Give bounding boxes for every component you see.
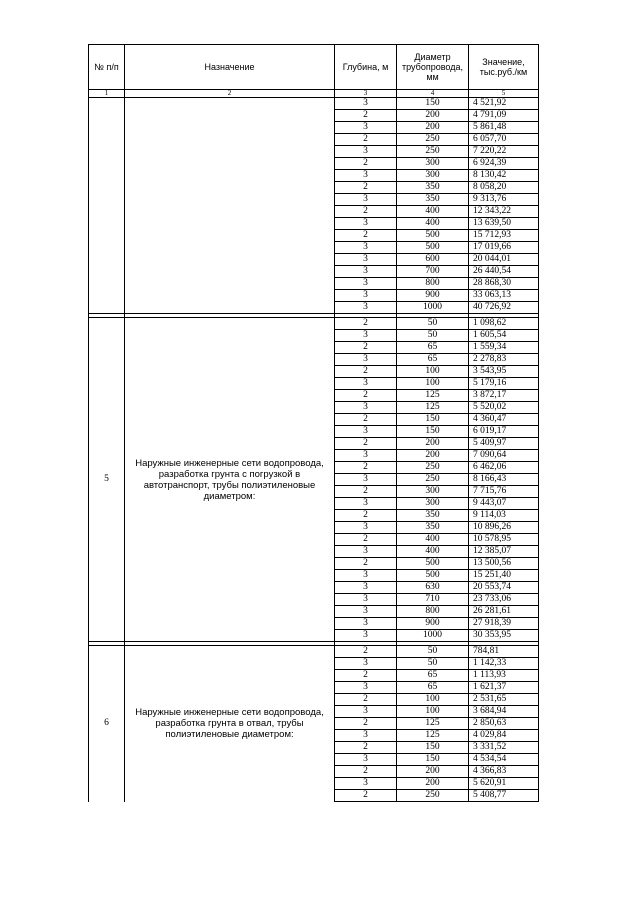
diameter-cell: 1000	[397, 630, 469, 642]
depth-cell: 2	[335, 486, 397, 498]
diameter-cell: 150	[397, 98, 469, 110]
diameter-cell: 150	[397, 414, 469, 426]
depth-cell: 3	[335, 302, 397, 314]
diameter-cell: 300	[397, 498, 469, 510]
value-cell: 2 278,83	[469, 354, 539, 366]
diameter-cell: 100	[397, 378, 469, 390]
diameter-cell: 400	[397, 534, 469, 546]
depth-cell: 3	[335, 98, 397, 110]
depth-cell: 3	[335, 474, 397, 486]
depth-cell: 2	[335, 390, 397, 402]
value-cell: 6 019,17	[469, 426, 539, 438]
value-cell: 1 559,34	[469, 342, 539, 354]
value-cell: 23 733,06	[469, 594, 539, 606]
depth-cell: 2	[335, 742, 397, 754]
diameter-cell: 100	[397, 366, 469, 378]
diameter-cell: 65	[397, 354, 469, 366]
diameter-cell: 50	[397, 318, 469, 330]
diameter-cell: 500	[397, 230, 469, 242]
diameter-cell: 400	[397, 546, 469, 558]
value-cell: 13 639,50	[469, 218, 539, 230]
header-value: Значение, тыс.руб./км	[469, 45, 539, 90]
value-cell: 20 044,01	[469, 254, 539, 266]
section-name: Наружные инженерные сети водопровода, разработка грунта в отвал, трубы полиэтиленовые диаметром:	[125, 646, 335, 802]
value-cell: 12 343,22	[469, 206, 539, 218]
value-cell: 26 281,61	[469, 606, 539, 618]
diameter-cell: 800	[397, 606, 469, 618]
depth-cell: 3	[335, 582, 397, 594]
depth-cell: 2	[335, 342, 397, 354]
table-row	[89, 98, 539, 110]
value-cell: 17 019,66	[469, 242, 539, 254]
value-cell: 2 850,63	[469, 718, 539, 730]
depth-cell: 2	[335, 646, 397, 658]
diameter-cell: 300	[397, 158, 469, 170]
value-cell: 12 385,07	[469, 546, 539, 558]
depth-cell: 3	[335, 278, 397, 290]
depth-cell: 3	[335, 570, 397, 582]
diameter-cell: 125	[397, 730, 469, 742]
value-cell: 40 726,92	[469, 302, 539, 314]
value-cell: 2 531,65	[469, 694, 539, 706]
depth-cell: 2	[335, 718, 397, 730]
diameter-cell: 250	[397, 146, 469, 158]
section-number	[89, 98, 125, 314]
diameter-cell: 50	[397, 330, 469, 342]
section-number: 5	[89, 318, 125, 642]
depth-cell: 3	[335, 290, 397, 302]
depth-cell: 3	[335, 658, 397, 670]
depth-cell: 3	[335, 522, 397, 534]
diameter-cell: 710	[397, 594, 469, 606]
value-cell: 13 500,56	[469, 558, 539, 570]
diameter-cell: 300	[397, 486, 469, 498]
value-cell: 4 534,54	[469, 754, 539, 766]
depth-cell: 3	[335, 170, 397, 182]
depth-cell: 3	[335, 606, 397, 618]
value-cell: 1 605,54	[469, 330, 539, 342]
diameter-cell: 700	[397, 266, 469, 278]
diameter-cell: 125	[397, 390, 469, 402]
header-purpose: Назначение	[125, 45, 335, 90]
depth-cell: 3	[335, 778, 397, 790]
depth-cell: 2	[335, 510, 397, 522]
value-cell: 9 114,03	[469, 510, 539, 522]
column-index: 2	[125, 90, 335, 98]
value-cell: 5 409,97	[469, 438, 539, 450]
depth-cell: 2	[335, 366, 397, 378]
diameter-cell: 300	[397, 170, 469, 182]
value-cell: 9 313,76	[469, 194, 539, 206]
value-cell: 8 058,20	[469, 182, 539, 194]
depth-cell: 2	[335, 558, 397, 570]
value-cell: 7 715,76	[469, 486, 539, 498]
column-index: 3	[335, 90, 397, 98]
diameter-cell: 800	[397, 278, 469, 290]
value-cell: 5 861,48	[469, 122, 539, 134]
depth-cell: 3	[335, 266, 397, 278]
depth-cell: 2	[335, 182, 397, 194]
diameter-cell: 250	[397, 790, 469, 802]
depth-cell: 2	[335, 694, 397, 706]
diameter-cell: 250	[397, 462, 469, 474]
value-cell: 4 791,09	[469, 110, 539, 122]
value-cell: 7 220,22	[469, 146, 539, 158]
header-row	[89, 45, 539, 90]
depth-cell: 2	[335, 766, 397, 778]
depth-cell: 3	[335, 546, 397, 558]
diameter-cell: 500	[397, 570, 469, 582]
diameter-cell: 600	[397, 254, 469, 266]
value-cell: 9 443,07	[469, 498, 539, 510]
diameter-cell: 200	[397, 778, 469, 790]
diameter-cell: 100	[397, 694, 469, 706]
value-cell: 30 353,95	[469, 630, 539, 642]
price-table	[88, 44, 539, 802]
value-cell: 784,81	[469, 646, 539, 658]
diameter-cell: 900	[397, 618, 469, 630]
value-cell: 4 521,92	[469, 98, 539, 110]
header-diameter: Диаметр трубопровода, мм	[397, 45, 469, 90]
depth-cell: 3	[335, 146, 397, 158]
value-cell: 5 179,16	[469, 378, 539, 390]
value-cell: 4 029,84	[469, 730, 539, 742]
diameter-cell: 350	[397, 182, 469, 194]
section-name: Наружные инженерные сети водопровода, разработка грунта с погрузкой в автотранспорт, трубы полиэтиленовые диаметром:	[125, 318, 335, 642]
value-cell: 3 331,52	[469, 742, 539, 754]
depth-cell: 3	[335, 730, 397, 742]
value-cell: 5 408,77	[469, 790, 539, 802]
diameter-cell: 350	[397, 522, 469, 534]
value-cell: 6 924,39	[469, 158, 539, 170]
column-index: 5	[469, 90, 539, 98]
diameter-cell: 350	[397, 194, 469, 206]
value-cell: 6 057,70	[469, 134, 539, 146]
value-cell: 10 578,95	[469, 534, 539, 546]
value-cell: 1 142,33	[469, 658, 539, 670]
value-cell: 6 462,06	[469, 462, 539, 474]
depth-cell: 2	[335, 534, 397, 546]
diameter-cell: 500	[397, 558, 469, 570]
diameter-cell: 400	[397, 206, 469, 218]
column-index: 4	[397, 90, 469, 98]
diameter-cell: 200	[397, 438, 469, 450]
value-cell: 5 620,91	[469, 778, 539, 790]
depth-cell: 3	[335, 426, 397, 438]
value-cell: 8 130,42	[469, 170, 539, 182]
value-cell: 3 872,17	[469, 390, 539, 402]
diameter-cell: 50	[397, 658, 469, 670]
column-index: 1	[89, 90, 125, 98]
value-cell: 27 918,39	[469, 618, 539, 630]
depth-cell: 3	[335, 378, 397, 390]
depth-cell: 2	[335, 414, 397, 426]
depth-cell: 2	[335, 134, 397, 146]
diameter-cell: 400	[397, 218, 469, 230]
diameter-cell: 630	[397, 582, 469, 594]
depth-cell: 3	[335, 194, 397, 206]
depth-cell: 3	[335, 450, 397, 462]
depth-cell: 3	[335, 354, 397, 366]
value-cell: 28 868,30	[469, 278, 539, 290]
value-cell: 20 553,74	[469, 582, 539, 594]
depth-cell: 3	[335, 218, 397, 230]
diameter-cell: 200	[397, 766, 469, 778]
depth-cell: 2	[335, 206, 397, 218]
diameter-cell: 100	[397, 706, 469, 718]
value-cell: 7 090,64	[469, 450, 539, 462]
depth-cell: 2	[335, 318, 397, 330]
header-number: № п/п	[89, 45, 125, 90]
diameter-cell: 125	[397, 718, 469, 730]
value-cell: 4 360,47	[469, 414, 539, 426]
depth-cell: 2	[335, 230, 397, 242]
depth-cell: 3	[335, 682, 397, 694]
depth-cell: 2	[335, 790, 397, 802]
diameter-cell: 250	[397, 474, 469, 486]
header-depth: Глубина, м	[335, 45, 397, 90]
value-cell: 10 896,26	[469, 522, 539, 534]
value-cell: 1 113,93	[469, 670, 539, 682]
diameter-cell: 150	[397, 754, 469, 766]
diameter-cell: 200	[397, 110, 469, 122]
value-cell: 4 366,83	[469, 766, 539, 778]
diameter-cell: 500	[397, 242, 469, 254]
table-body	[89, 90, 539, 802]
diameter-cell: 200	[397, 122, 469, 134]
depth-cell: 3	[335, 122, 397, 134]
table-row	[89, 646, 539, 658]
diameter-cell: 150	[397, 426, 469, 438]
depth-cell: 2	[335, 438, 397, 450]
diameter-cell: 65	[397, 670, 469, 682]
depth-cell: 3	[335, 498, 397, 510]
value-cell: 3 543,95	[469, 366, 539, 378]
depth-cell: 2	[335, 670, 397, 682]
diameter-cell: 350	[397, 510, 469, 522]
value-cell: 8 166,43	[469, 474, 539, 486]
diameter-cell: 250	[397, 134, 469, 146]
value-cell: 1 621,37	[469, 682, 539, 694]
depth-cell: 2	[335, 462, 397, 474]
value-cell: 15 712,93	[469, 230, 539, 242]
depth-cell: 3	[335, 242, 397, 254]
value-cell: 1 098,62	[469, 318, 539, 330]
value-cell: 33 063,13	[469, 290, 539, 302]
value-cell: 3 684,94	[469, 706, 539, 718]
depth-cell: 3	[335, 706, 397, 718]
diameter-cell: 65	[397, 682, 469, 694]
depth-cell: 3	[335, 630, 397, 642]
table-row	[89, 318, 539, 330]
depth-cell: 2	[335, 110, 397, 122]
value-cell: 15 251,40	[469, 570, 539, 582]
diameter-cell: 1000	[397, 302, 469, 314]
section-name	[125, 98, 335, 314]
diameter-cell: 50	[397, 646, 469, 658]
diameter-cell: 900	[397, 290, 469, 302]
depth-cell: 3	[335, 594, 397, 606]
column-index-row	[89, 90, 539, 98]
section-number: 6	[89, 646, 125, 802]
depth-cell: 3	[335, 330, 397, 342]
diameter-cell: 200	[397, 450, 469, 462]
depth-cell: 3	[335, 754, 397, 766]
value-cell: 5 520,02	[469, 402, 539, 414]
diameter-cell: 150	[397, 742, 469, 754]
diameter-cell: 65	[397, 342, 469, 354]
depth-cell: 2	[335, 158, 397, 170]
depth-cell: 3	[335, 618, 397, 630]
value-cell: 26 440,54	[469, 266, 539, 278]
diameter-cell: 125	[397, 402, 469, 414]
depth-cell: 3	[335, 254, 397, 266]
depth-cell: 3	[335, 402, 397, 414]
